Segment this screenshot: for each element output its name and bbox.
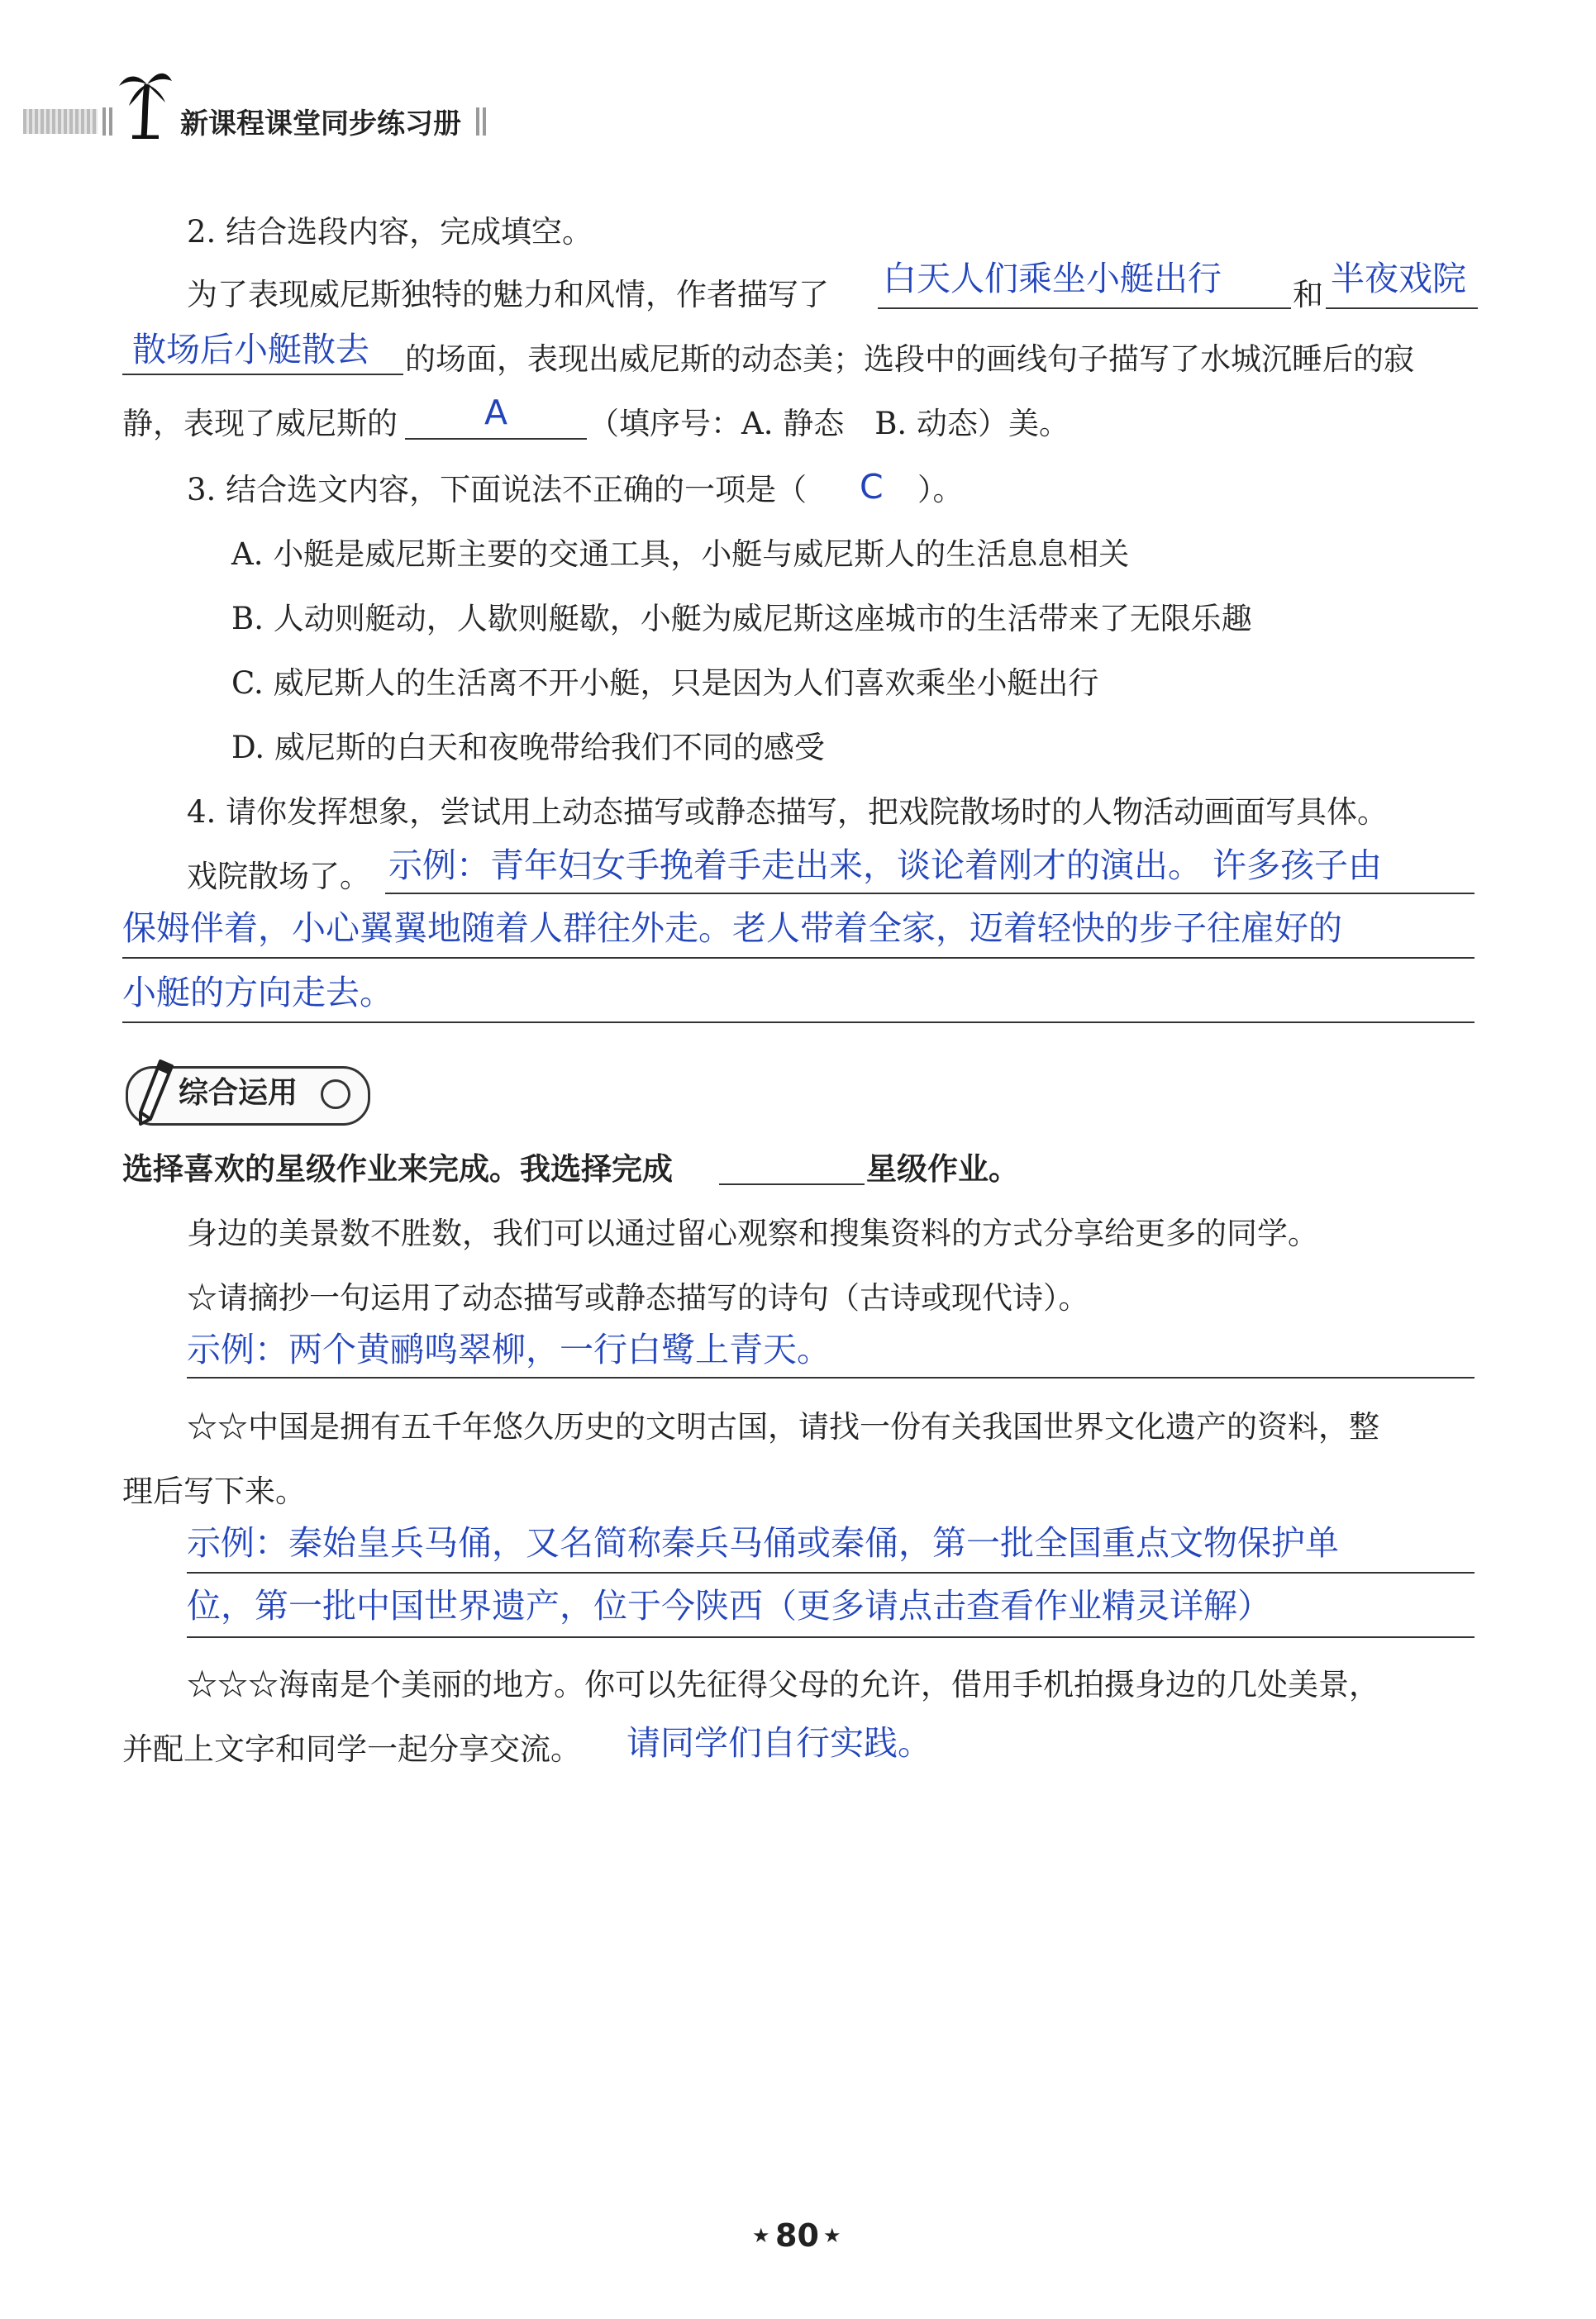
q2-blank-2-continued-line [122,374,403,375]
task2-answer-rule [187,1572,1475,1574]
q4-prompt: 4. 请你发挥想象，尝试用上动态描写或静态描写，把戏院散场时的人物活动画面写具体。 [187,794,1389,830]
q3-option-c: C. 威尼斯人的生活离不开小艇，只是因为人们喜欢乘坐小艇出行 [231,665,1099,701]
section-instruction-end: 星级作业。 [866,1151,1019,1187]
q3-prompt: 3. 结合选文内容，下面说法不正确的一项是（ [187,472,808,507]
q4-answer-line-1: 示例：青年妇女手挽着手走出来，谈论着刚才的演出。 许多孩子由 [388,845,1383,885]
header-divider [476,107,479,136]
q2-blank-3-line [405,438,587,440]
q2-line2-text: 的场面，表现出威尼斯的动态美；选段中的画线句子描写了水城沉睡后的寂 [405,341,1414,377]
task2-answer-line-1: 示例：秦始皇兵马俑，又名简称秦兵马俑或秦俑，第一批全国重点文物保护单 [187,1523,1339,1563]
header-divider [102,107,106,136]
footer-star-icon: ★ [752,2224,770,2247]
task3-prompt-line-2: 并配上文字和同学一起分享交流。 [122,1731,581,1767]
q4-lead: 戏院散场了。 [187,859,370,894]
q2-answer-3: A [484,393,508,432]
q2-blank-1-line [878,307,1291,309]
q2-answer-1: 白天人们乘坐小艇出行 [883,259,1222,298]
task2-answer-line-2: 位，第一批中国世界遗产，位于今陕西（更多请点击查看作业精灵详解） [187,1586,1271,1626]
section-instruction: 选择喜欢的星级作业来完成。我选择完成 [122,1151,673,1187]
task2-prompt-line-2: 理后写下来。 [122,1474,306,1509]
q2-blank-2-line [1326,307,1478,309]
header-title: 新课程课堂同步练习册 [180,107,461,140]
q2-prompt: 2. 结合选段内容，完成填空。 [187,214,593,250]
q3-option-a: A. 小艇是威尼斯主要的交通工具，小艇与威尼斯人的生活息息相关 [231,536,1130,572]
q4-answer-rule [385,893,1475,894]
task1-answer-rule [187,1377,1475,1379]
q3-prompt-end: ）。 [917,472,964,507]
task3-prompt-line-1: ☆☆☆海南是个美丽的地方。你可以先征得父母的允许，借用手机拍摄身边的几处美景， [187,1667,1379,1702]
q4-answer-line-3: 小艇的方向走去。 [122,973,393,1012]
q2-connector: 和 [1293,277,1323,312]
task1-answer: 示例：两个黄鹂鸣翠柳，一行白鹭上青天。 [187,1330,831,1369]
q3-option-d: D. 威尼斯的白天和夜晚带给我们不同的感受 [231,730,825,765]
task3-answer: 请同学们自行实践。 [626,1723,931,1763]
q4-answer-rule [122,1021,1475,1023]
q2-answer-2-part1: 半夜戏院 [1331,259,1466,298]
q2-line3-prefix: 静，表现了威尼斯的 [122,406,398,441]
header-decoration-bar [23,109,98,134]
palm-tree-icon [116,63,174,142]
badge-ring-icon [321,1079,350,1109]
task2-answer-rule [187,1636,1475,1638]
q2-line1-text: 为了表现威尼斯独特的魅力和风情，作者描写了 [187,277,829,312]
footer-star-icon: ★ [823,2224,841,2247]
q3-option-b: B. 人动则艇动，人歇则艇歇，小艇为威尼斯这座城市的生活带来了无限乐趣 [231,601,1252,636]
task2-prompt-line-1: ☆☆中国是拥有五千年悠久历史的文明古国，请找一份有关我国世界文化遗产的资料，整 [187,1409,1379,1445]
section-badge-title: 综合运用 [179,1076,298,1110]
section-intro: 身边的美景数不胜数，我们可以通过留心观察和搜集资料的方式分享给更多的同学。 [187,1216,1318,1251]
header-divider [109,107,112,136]
page-number: 80 [775,2217,819,2254]
header-divider [483,107,486,136]
q4-answer-line-2: 保姆伴着，小心翼翼地随着人群往外走。老人带着全家，迈着轻快的步子往雇好的 [122,908,1342,948]
q2-answer-2-part2: 散场后小艇散去 [132,330,369,369]
q2-line3-suffix: （填序号：A. 静态 B. 动态）美。 [588,406,1070,441]
pencil-icon [136,1058,177,1131]
q3-answer: C [860,467,884,507]
q4-answer-rule [122,957,1475,959]
task1-prompt: ☆请摘抄一句运用了动态描写或静态描写的诗句（古诗或现代诗）。 [187,1280,1089,1316]
star-level-blank [719,1183,865,1185]
